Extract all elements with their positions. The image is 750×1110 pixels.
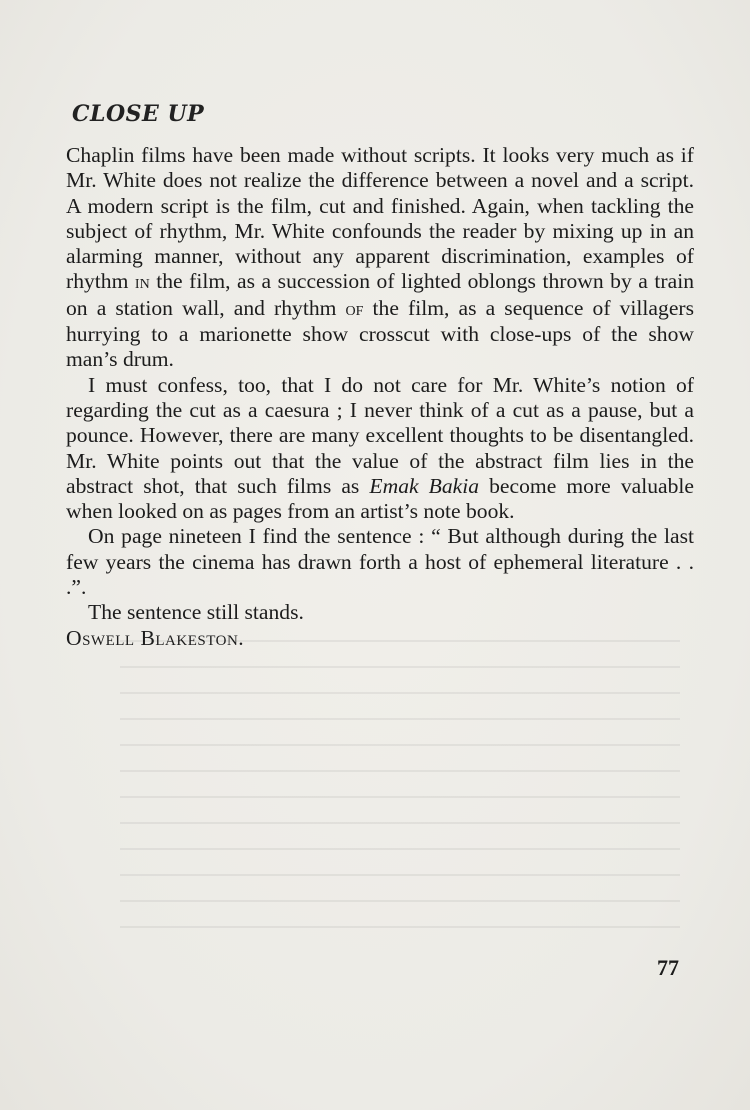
- paragraph-3: On page nineteen I find the sentence : “ But although during the last few years the cinema has drawn forth a host of ephemeral literature . . .”.: [66, 524, 694, 600]
- paragraph-4: The sentence still stands.: [88, 600, 304, 625]
- paragraph-2: [66, 373, 694, 525]
- author-signature: Oswell Blakeston.: [66, 625, 245, 650]
- small-caps-in: in: [134, 271, 150, 294]
- page-number: 77: [657, 955, 679, 980]
- show-through-text: [120, 640, 680, 950]
- small-caps-of: of: [345, 297, 364, 320]
- paragraph-1-part-1: Chaplin films have been made without scripts. It looks very much as if Mr. White does not realize the difference between a novel and a script. A modern script is the film, cut and finished. Again, when tackling the subject of rhythm, Mr. White confounds the reader by mixing up in an alarming manner, without any apparent discrimination, examples of rhythm: [66, 143, 694, 294]
- paragraph-2-part-2: become more valuable when looked on as pages from an artist’s note book.: [66, 473, 694, 524]
- film-title: Emak Bakia: [369, 473, 480, 498]
- paragraph-2-part-1: I must confess, too, that I do not care for Mr. White’s notion of regarding the cut as a caesura ; I never think of a cut as a pause, but a pounce. However, there are many excellent thoughts to be disentangled. Mr. White points out that the value of the abstract film lies in the abstract shot, that such films as: [66, 372, 694, 498]
- paragraph-1-part-2: the film, as a succession of lighted oblongs thrown by a train on a station wall, and rhythm: [66, 269, 694, 320]
- paragraph-1-part-3: the film, as a sequence of villagers hurrying to a marionette show crosscut with close-ups of the show man’s drum.: [66, 295, 694, 372]
- article-body: [66, 143, 694, 651]
- paragraph-1: [66, 143, 694, 373]
- running-head: CLOSE UP: [72, 101, 205, 127]
